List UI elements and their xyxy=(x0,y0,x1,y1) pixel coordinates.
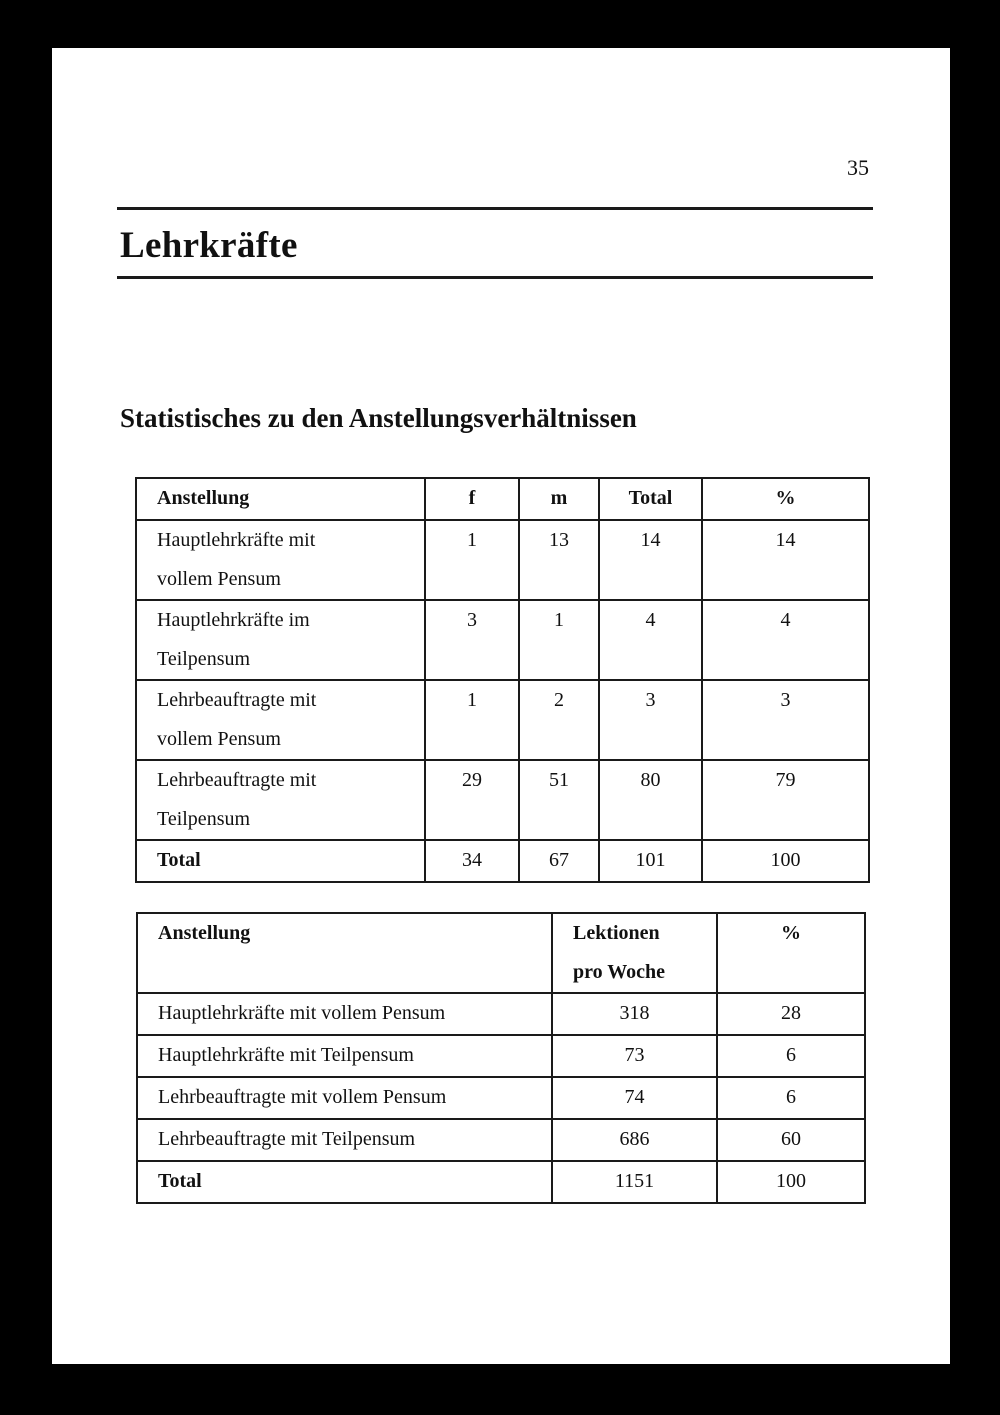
cell-m: 13 xyxy=(519,520,599,600)
header-m: m xyxy=(519,478,599,520)
chapter-title: Lehrkräfte xyxy=(120,225,298,266)
header-anstellung: Anstellung xyxy=(137,913,552,993)
row-label-line1: Lehrbeauftragte mit xyxy=(157,689,317,711)
table-header-row xyxy=(136,478,869,520)
row-label-line2: vollem Pensum xyxy=(157,568,281,590)
total-percent: 100 xyxy=(717,1161,865,1203)
header-f: f xyxy=(425,478,519,520)
table-header-row xyxy=(137,913,865,993)
header-lessons xyxy=(552,913,717,993)
cell-total: 3 xyxy=(599,680,702,760)
table-row xyxy=(137,1035,865,1077)
row-label-line1: Hauptlehrkräfte mit xyxy=(157,529,316,551)
page-number: 35 xyxy=(847,155,869,180)
cell-total: 4 xyxy=(599,600,702,680)
cell-percent: 14 xyxy=(702,520,869,600)
total-m: 67 xyxy=(519,840,599,882)
cell-lessons: 73 xyxy=(552,1035,717,1077)
cell-total: 80 xyxy=(599,760,702,840)
cell-f: 1 xyxy=(425,680,519,760)
lessons-per-week-table xyxy=(136,912,866,1204)
cell-m: 51 xyxy=(519,760,599,840)
total-percent: 100 xyxy=(702,840,869,882)
cell-lessons: 318 xyxy=(552,993,717,1035)
cell-f: 1 xyxy=(425,520,519,600)
title-rule-top xyxy=(117,207,873,210)
row-label: Hauptlehrkräfte mit vollem Pensum xyxy=(137,993,552,1035)
total-label: Total xyxy=(136,840,425,882)
cell-percent: 3 xyxy=(702,680,869,760)
table-row xyxy=(137,1077,865,1119)
row-label: Hauptlehrkräfte mit Teilpensum xyxy=(137,1035,552,1077)
table-total-row xyxy=(137,1161,865,1203)
total-lessons: 1151 xyxy=(552,1161,717,1203)
header-total: Total xyxy=(599,478,702,520)
cell-f: 3 xyxy=(425,600,519,680)
table-row xyxy=(136,680,869,760)
row-label: Lehrbeauftragte mit vollem Pensum xyxy=(137,1077,552,1119)
header-percent: % xyxy=(702,478,869,520)
cell-m: 2 xyxy=(519,680,599,760)
cell-lessons: 74 xyxy=(552,1077,717,1119)
document-page xyxy=(52,48,950,1364)
row-label-line2: Teilpensum xyxy=(157,808,251,830)
row-label xyxy=(136,600,425,680)
employment-counts-table xyxy=(135,477,870,883)
header-lessons-line1: Lektionen xyxy=(573,922,660,944)
cell-percent: 60 xyxy=(717,1119,865,1161)
row-label xyxy=(136,680,425,760)
cell-percent: 6 xyxy=(717,1035,865,1077)
cell-percent: 6 xyxy=(717,1077,865,1119)
total-f: 34 xyxy=(425,840,519,882)
header-lessons-line2: pro Woche xyxy=(573,961,666,983)
header-percent: % xyxy=(717,913,865,993)
row-label xyxy=(136,760,425,840)
row-label-line1: Lehrbeauftragte mit xyxy=(157,769,317,791)
table-row xyxy=(136,600,869,680)
cell-percent: 4 xyxy=(702,600,869,680)
table-total-row xyxy=(136,840,869,882)
title-rule-bottom xyxy=(117,276,873,279)
table-row xyxy=(137,1119,865,1161)
cell-f: 29 xyxy=(425,760,519,840)
row-label xyxy=(136,520,425,600)
row-label-line1: Hauptlehrkräfte im xyxy=(157,609,310,631)
row-label-line2: vollem Pensum xyxy=(157,728,281,750)
table-row xyxy=(136,520,869,600)
cell-m: 1 xyxy=(519,600,599,680)
cell-lessons: 686 xyxy=(552,1119,717,1161)
table-row xyxy=(136,760,869,840)
row-label: Lehrbeauftragte mit Teilpensum xyxy=(137,1119,552,1161)
total-total: 101 xyxy=(599,840,702,882)
section-title: Statistisches zu den Anstellungsverhältnissen xyxy=(120,403,637,433)
total-label: Total xyxy=(137,1161,552,1203)
row-label-line2: Teilpensum xyxy=(157,648,251,670)
cell-percent: 28 xyxy=(717,993,865,1035)
cell-total: 14 xyxy=(599,520,702,600)
header-anstellung: Anstellung xyxy=(136,478,425,520)
cell-percent: 79 xyxy=(702,760,869,840)
table-row xyxy=(137,993,865,1035)
